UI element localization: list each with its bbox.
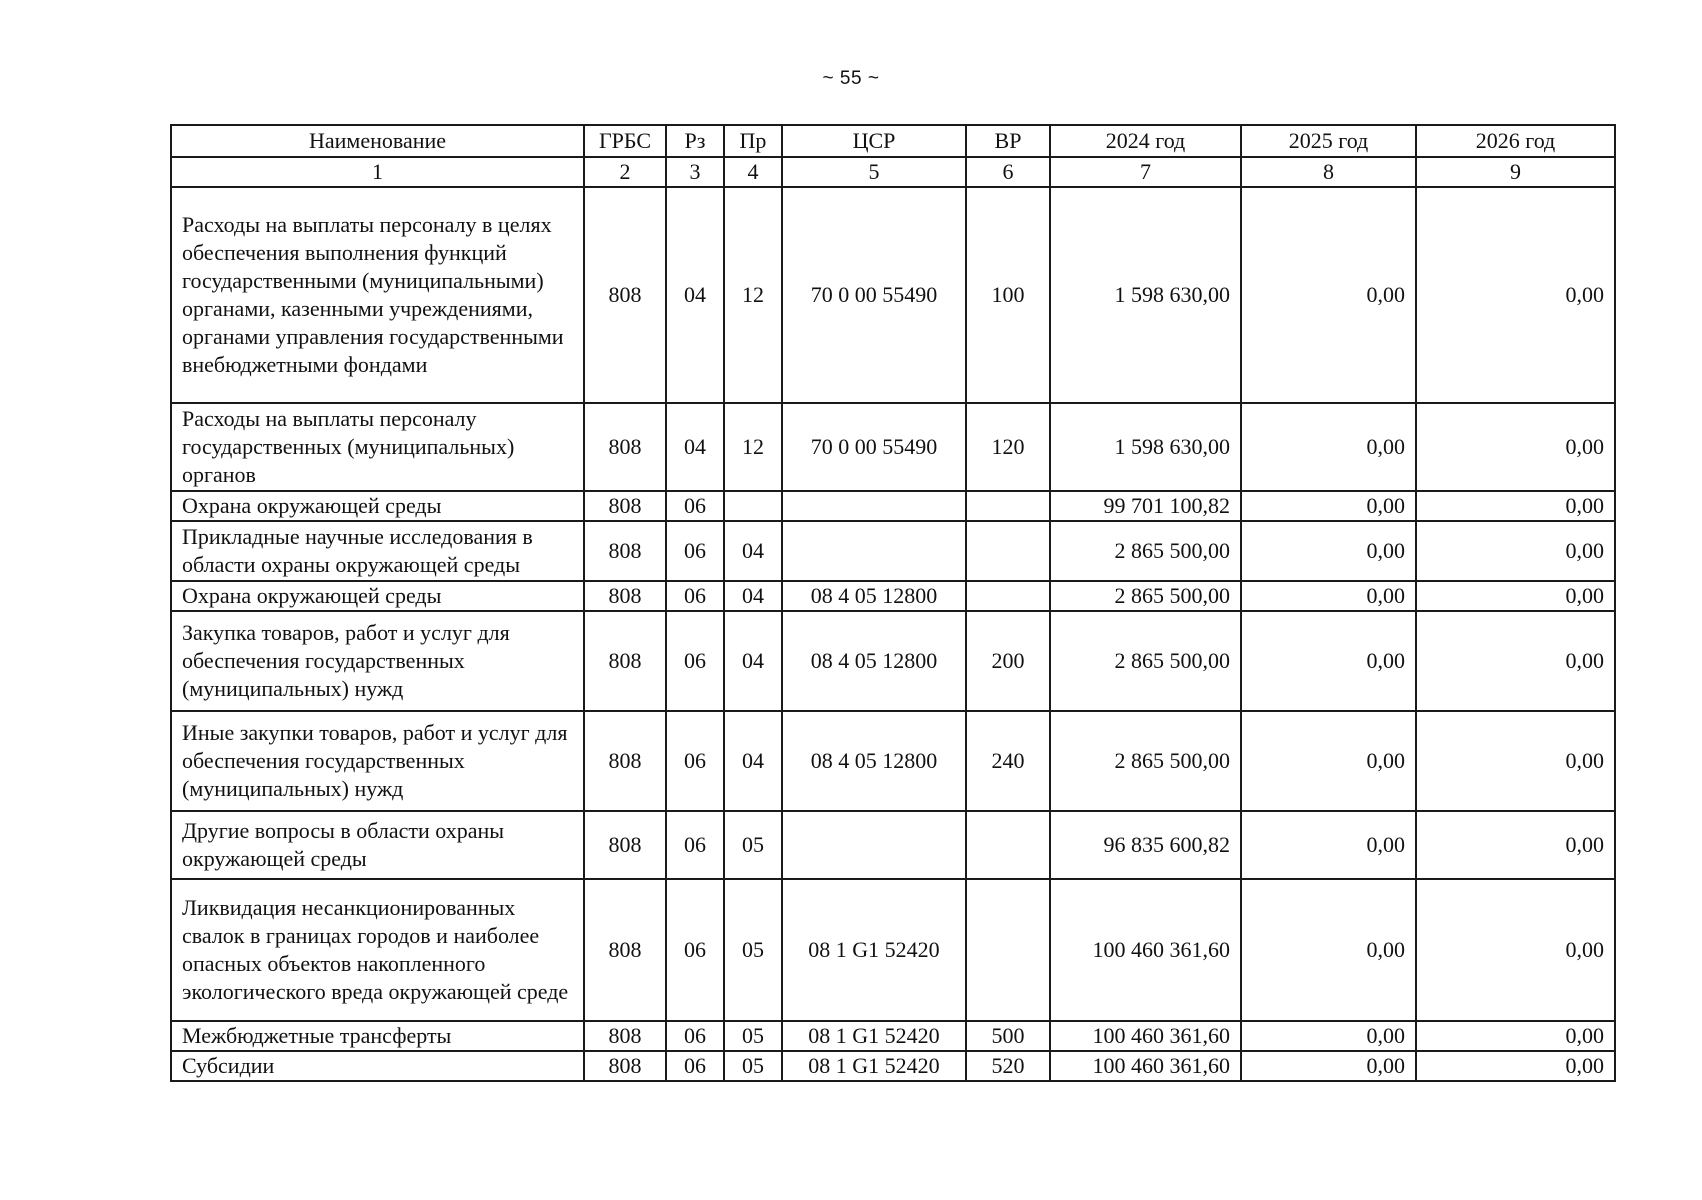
cell-2024: 2 865 500,00	[1050, 611, 1241, 711]
header-pr: Пр	[724, 125, 782, 157]
cell-2024: 2 865 500,00	[1050, 581, 1241, 611]
header-grbs: ГРБС	[584, 125, 666, 157]
cell-rz: 06	[666, 611, 724, 711]
cell-pr: 04	[724, 521, 782, 581]
cell-name: Иные закупки товаров, работ и услуг для обеспечения государственных (муниципальных) нужд	[171, 711, 584, 811]
cell-pr: 12	[724, 187, 782, 403]
cell-2026: 0,00	[1416, 611, 1615, 711]
budget-table	[170, 124, 1616, 1082]
cell-2024: 100 460 361,60	[1050, 1051, 1241, 1081]
header-csr: ЦСР	[782, 125, 966, 157]
header-name: Наименование	[171, 125, 584, 157]
cell-rz: 06	[666, 491, 724, 521]
cell-grbs: 808	[584, 879, 666, 1021]
cell-2026: 0,00	[1416, 1021, 1615, 1051]
cell-2024: 96 835 600,82	[1050, 811, 1241, 879]
header-2024: 2024 год	[1050, 125, 1241, 157]
cell-grbs: 808	[584, 521, 666, 581]
cell-2026: 0,00	[1416, 1051, 1615, 1081]
cell-grbs: 808	[584, 1021, 666, 1051]
cell-csr: 08 1 G1 52420	[782, 1021, 966, 1051]
cell-2026: 0,00	[1416, 581, 1615, 611]
cell-name: Расходы на выплаты персоналу государственных (муниципальных) органов	[171, 403, 584, 491]
cell-pr: 04	[724, 711, 782, 811]
cell-grbs: 808	[584, 491, 666, 521]
cell-vr: 500	[966, 1021, 1050, 1051]
cell-csr	[782, 811, 966, 879]
cell-rz: 06	[666, 879, 724, 1021]
column-number: 1	[171, 157, 584, 187]
cell-name: Другие вопросы в области охраны окружающей среды	[171, 811, 584, 879]
cell-grbs: 808	[584, 403, 666, 491]
cell-grbs: 808	[584, 581, 666, 611]
cell-2025: 0,00	[1241, 521, 1416, 581]
cell-2026: 0,00	[1416, 811, 1615, 879]
cell-vr: 120	[966, 403, 1050, 491]
header-vr: ВР	[966, 125, 1050, 157]
cell-name: Охрана окружающей среды	[171, 491, 584, 521]
cell-pr: 12	[724, 403, 782, 491]
cell-grbs: 808	[584, 711, 666, 811]
cell-pr	[724, 491, 782, 521]
cell-pr: 05	[724, 879, 782, 1021]
cell-2025: 0,00	[1241, 1021, 1416, 1051]
table-row	[171, 1051, 1615, 1081]
cell-vr	[966, 521, 1050, 581]
cell-2025: 0,00	[1241, 879, 1416, 1021]
cell-2026: 0,00	[1416, 521, 1615, 581]
cell-name: Расходы на выплаты персоналу в целях обеспечения выполнения функций государственными (муниципальными) органами, казенными учреждениями, органами управления государственными внебюджетными фондами	[171, 187, 584, 403]
column-number: 3	[666, 157, 724, 187]
cell-name: Прикладные научные исследования в области охраны окружающей среды	[171, 521, 584, 581]
cell-name: Закупка товаров, работ и услуг для обеспечения государственных (муниципальных) нужд	[171, 611, 584, 711]
cell-pr: 04	[724, 581, 782, 611]
cell-csr: 08 1 G1 52420	[782, 1051, 966, 1081]
cell-vr: 240	[966, 711, 1050, 811]
cell-csr: 08 4 05 12800	[782, 611, 966, 711]
cell-pr: 04	[724, 611, 782, 711]
cell-pr: 05	[724, 1021, 782, 1051]
cell-rz: 06	[666, 811, 724, 879]
cell-2026: 0,00	[1416, 403, 1615, 491]
cell-2025: 0,00	[1241, 581, 1416, 611]
cell-2024: 99 701 100,82	[1050, 491, 1241, 521]
cell-rz: 06	[666, 521, 724, 581]
cell-2025: 0,00	[1241, 491, 1416, 521]
table-row	[171, 611, 1615, 711]
table-row	[171, 187, 1615, 403]
table-row	[171, 491, 1615, 521]
header-2026: 2026 год	[1416, 125, 1615, 157]
table-row	[171, 811, 1615, 879]
cell-2024: 1 598 630,00	[1050, 187, 1241, 403]
cell-2024: 2 865 500,00	[1050, 521, 1241, 581]
table-row	[171, 879, 1615, 1021]
header-row	[171, 125, 1615, 157]
cell-2024: 100 460 361,60	[1050, 1021, 1241, 1051]
page-number: ~ 55 ~	[822, 68, 880, 89]
cell-name: Ликвидация несанкционированных свалок в границах городов и наиболее опасных объектов накопленного экологического вреда окружающей среде	[171, 879, 584, 1021]
cell-rz: 06	[666, 1051, 724, 1081]
cell-grbs: 808	[584, 811, 666, 879]
cell-rz: 06	[666, 581, 724, 611]
cell-rz: 04	[666, 403, 724, 491]
cell-2024: 100 460 361,60	[1050, 879, 1241, 1021]
cell-vr	[966, 811, 1050, 879]
cell-pr: 05	[724, 1051, 782, 1081]
cell-vr	[966, 879, 1050, 1021]
cell-rz: 04	[666, 187, 724, 403]
column-number-row	[171, 157, 1615, 187]
cell-name: Субсидии	[171, 1051, 584, 1081]
column-number: 5	[782, 157, 966, 187]
cell-csr: 08 1 G1 52420	[782, 879, 966, 1021]
column-number: 7	[1050, 157, 1241, 187]
cell-csr	[782, 521, 966, 581]
table-row	[171, 403, 1615, 491]
cell-2025: 0,00	[1241, 403, 1416, 491]
cell-csr: 08 4 05 12800	[782, 711, 966, 811]
cell-2026: 0,00	[1416, 711, 1615, 811]
cell-grbs: 808	[584, 187, 666, 403]
cell-pr: 05	[724, 811, 782, 879]
cell-2026: 0,00	[1416, 491, 1615, 521]
column-number: 9	[1416, 157, 1615, 187]
cell-vr	[966, 581, 1050, 611]
cell-grbs: 808	[584, 1051, 666, 1081]
cell-csr: 08 4 05 12800	[782, 581, 966, 611]
table-row	[171, 581, 1615, 611]
cell-2025: 0,00	[1241, 811, 1416, 879]
cell-vr: 520	[966, 1051, 1050, 1081]
column-number: 4	[724, 157, 782, 187]
table-row	[171, 521, 1615, 581]
cell-2026: 0,00	[1416, 879, 1615, 1021]
header-2025: 2025 год	[1241, 125, 1416, 157]
cell-csr: 70 0 00 55490	[782, 403, 966, 491]
column-number: 2	[584, 157, 666, 187]
cell-2024: 1 598 630,00	[1050, 403, 1241, 491]
cell-2025: 0,00	[1241, 711, 1416, 811]
cell-vr: 200	[966, 611, 1050, 711]
cell-grbs: 808	[584, 611, 666, 711]
cell-2025: 0,00	[1241, 611, 1416, 711]
cell-2024: 2 865 500,00	[1050, 711, 1241, 811]
cell-name: Охрана окружающей среды	[171, 581, 584, 611]
cell-2026: 0,00	[1416, 187, 1615, 403]
table-row	[171, 711, 1615, 811]
cell-2025: 0,00	[1241, 187, 1416, 403]
cell-rz: 06	[666, 711, 724, 811]
cell-vr	[966, 491, 1050, 521]
header-rz: Рз	[666, 125, 724, 157]
column-number: 6	[966, 157, 1050, 187]
cell-csr	[782, 491, 966, 521]
cell-2025: 0,00	[1241, 1051, 1416, 1081]
cell-csr: 70 0 00 55490	[782, 187, 966, 403]
cell-name: Межбюджетные трансферты	[171, 1021, 584, 1051]
table-row	[171, 1021, 1615, 1051]
column-number: 8	[1241, 157, 1416, 187]
cell-rz: 06	[666, 1021, 724, 1051]
cell-vr: 100	[966, 187, 1050, 403]
